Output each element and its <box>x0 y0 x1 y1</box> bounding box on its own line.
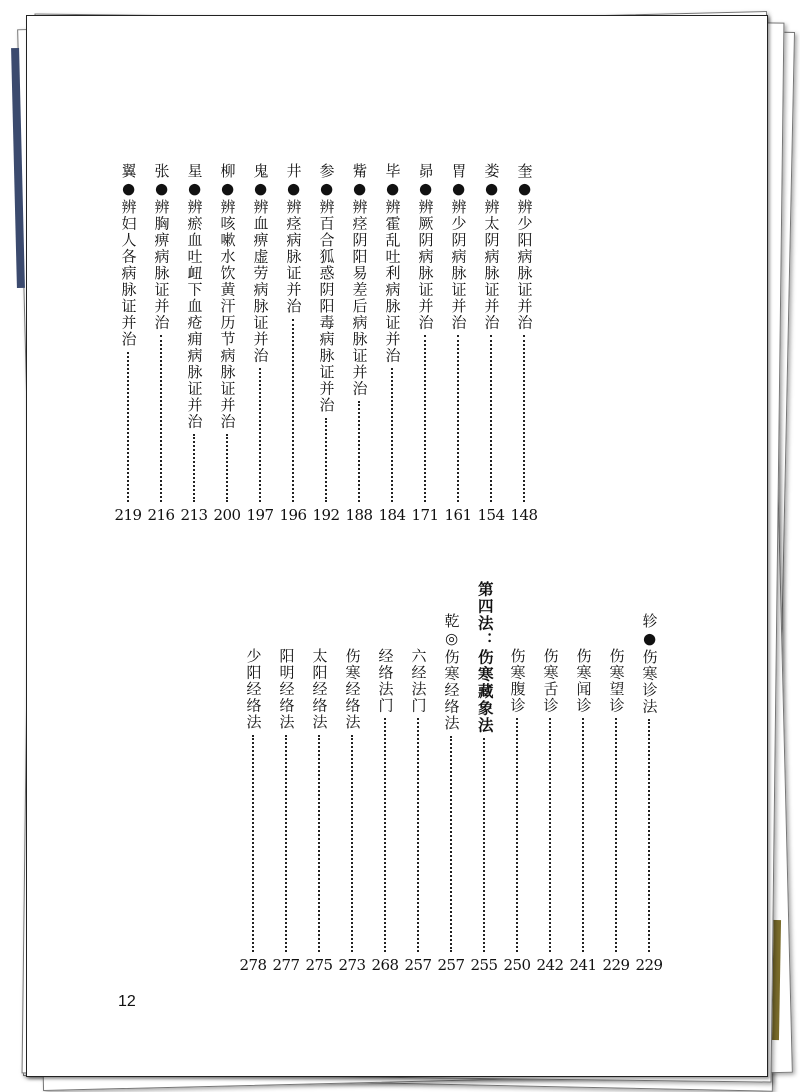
entry-title: 鬼●辨血痹虚劳病脉证并治 <box>251 163 270 364</box>
entry-page: 257 <box>404 956 432 974</box>
entry-title: 毕●辨霍乱吐利病脉证并治 <box>383 163 402 364</box>
entry-title: 伤寒望诊 <box>607 648 626 714</box>
toc-page <box>26 15 768 1077</box>
entry-page: 192 <box>312 506 340 524</box>
toc-entry[interactable] <box>511 163 537 523</box>
entry-title: 昴●辨厥阴病脉证并治 <box>416 163 435 331</box>
entry-page: 241 <box>569 956 597 974</box>
entry-page: 278 <box>239 956 267 974</box>
entry-title: 乾◎伤寒经络法 <box>442 613 461 732</box>
leader-dots <box>424 335 426 502</box>
toc-entry[interactable] <box>339 648 365 973</box>
entry-page: 229 <box>602 956 630 974</box>
entry-title: 觜●辨痉阴阳易差后病脉证并治 <box>350 163 369 397</box>
entry-title: 柳●辨咳嗽水饮黄汗历节病脉证并治 <box>218 163 237 430</box>
entry-title: 井●辨痉病脉证并治 <box>284 163 303 315</box>
toc-entry[interactable] <box>570 648 596 973</box>
leader-dots <box>226 434 228 502</box>
toc-entry[interactable] <box>181 163 207 523</box>
entry-page: 275 <box>305 956 333 974</box>
leader-dots <box>417 718 419 952</box>
page-number: 12 <box>118 993 136 1010</box>
toc-entry[interactable] <box>313 163 339 523</box>
leader-dots <box>358 401 360 502</box>
entry-title: 轸●伤寒诊法 <box>640 613 659 715</box>
leader-dots <box>325 418 327 503</box>
leader-dots <box>483 738 485 952</box>
leader-dots <box>457 335 459 502</box>
entry-title: 张●辨胸痹病脉证并治 <box>152 163 171 331</box>
toc-entry[interactable] <box>240 648 266 973</box>
leader-dots <box>615 718 617 952</box>
entry-title: 伤寒腹诊 <box>508 648 527 714</box>
entry-page: 197 <box>246 506 274 524</box>
toc-entry[interactable] <box>445 163 471 523</box>
entry-title: 经络法门 <box>376 648 395 714</box>
entry-title: 阳明经络法 <box>277 648 296 731</box>
entry-page: 250 <box>503 956 531 974</box>
toc-entry[interactable] <box>471 581 497 973</box>
leader-dots <box>648 719 650 952</box>
toc-entry[interactable] <box>537 648 563 973</box>
entry-page: 255 <box>470 956 498 974</box>
leader-dots <box>193 434 195 502</box>
entry-title: 少阳经络法 <box>244 648 263 731</box>
entry-title: 伤寒经络法 <box>343 648 362 731</box>
entry-page: 184 <box>378 506 406 524</box>
entry-page: 154 <box>477 506 505 524</box>
toc-entry[interactable] <box>273 648 299 973</box>
leader-dots <box>292 319 294 503</box>
leader-dots <box>490 335 492 502</box>
toc-entry[interactable] <box>379 163 405 523</box>
entry-page: 171 <box>411 506 439 524</box>
leader-dots <box>450 736 452 953</box>
entry-page: 277 <box>272 956 300 974</box>
entry-page: 242 <box>536 956 564 974</box>
chapter-title: 第四法：伤寒藏象法 <box>475 581 494 734</box>
leader-dots <box>523 335 525 502</box>
toc-entry[interactable] <box>306 648 332 973</box>
entry-page: 219 <box>114 506 142 524</box>
leader-dots <box>252 735 254 953</box>
leader-dots <box>318 735 320 953</box>
toc-entry[interactable] <box>412 163 438 523</box>
entry-title: 伤寒舌诊 <box>541 648 560 714</box>
entry-page: 273 <box>338 956 366 974</box>
entry-title: 娄●辨太阴病脉证并治 <box>482 163 501 331</box>
toc-entry[interactable] <box>504 648 530 973</box>
entry-title: 伤寒闻诊 <box>574 648 593 714</box>
entry-page: 229 <box>635 956 663 974</box>
entry-title: 胃●辨少阴病脉证并治 <box>449 163 468 331</box>
leader-dots <box>259 368 261 502</box>
entry-title: 奎●辨少阳病脉证并治 <box>515 163 534 331</box>
toc-entry[interactable] <box>148 163 174 523</box>
leader-dots <box>582 718 584 952</box>
leader-dots <box>516 718 518 952</box>
toc-entry[interactable] <box>478 163 504 523</box>
leader-dots <box>549 718 551 952</box>
toc-entry[interactable] <box>115 163 141 523</box>
toc-entry[interactable] <box>405 648 431 973</box>
toc-entry[interactable] <box>372 648 398 973</box>
entry-title: 翼●辨妇人各病脉证并治 <box>119 163 138 348</box>
toc-entry[interactable] <box>247 163 273 523</box>
toc-entry[interactable] <box>636 613 662 973</box>
entry-title: 参●辨百合狐惑阴阳毒病脉证并治 <box>317 163 336 414</box>
entry-page: 148 <box>510 506 538 524</box>
entry-page: 216 <box>147 506 175 524</box>
entry-page: 200 <box>213 506 241 524</box>
entry-page: 213 <box>180 506 208 524</box>
entry-title: 星●辨瘀血吐衄下血疮痈病脉证并治 <box>185 163 204 430</box>
entry-page: 257 <box>437 956 465 974</box>
entry-page: 196 <box>279 506 307 524</box>
entry-title: 六经法门 <box>409 648 428 714</box>
toc-entry[interactable] <box>603 648 629 973</box>
leader-dots <box>160 335 162 502</box>
toc-entry[interactable] <box>280 163 306 523</box>
leader-dots <box>351 735 353 953</box>
leader-dots <box>127 352 129 503</box>
leader-dots <box>391 368 393 502</box>
toc-entry[interactable] <box>438 613 464 973</box>
entry-title: 太阳经络法 <box>310 648 329 731</box>
entry-page: 161 <box>444 506 472 524</box>
toc-entry[interactable] <box>346 163 372 523</box>
entry-page: 268 <box>371 956 399 974</box>
toc-entry[interactable] <box>214 163 240 523</box>
entry-page: 188 <box>345 506 373 524</box>
leader-dots <box>285 735 287 953</box>
leader-dots <box>384 718 386 952</box>
